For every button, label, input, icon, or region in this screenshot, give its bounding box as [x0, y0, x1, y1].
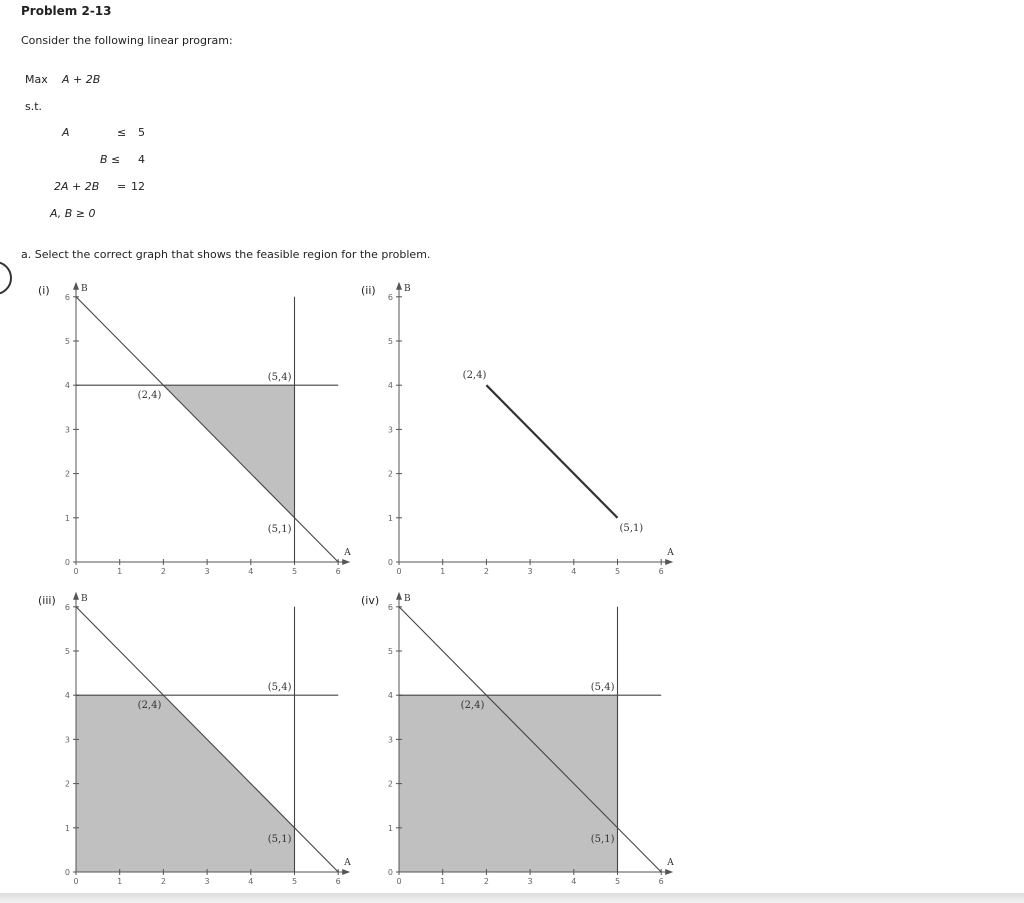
x-axis-arrow	[342, 869, 350, 875]
x-tick-label: 5	[291, 567, 298, 576]
x-tick-label: 6	[335, 567, 341, 576]
x-axis-label: A	[667, 858, 674, 868]
constraint-3-operator: =	[117, 180, 127, 193]
y-tick-label: 6	[64, 292, 70, 302]
y-tick-label: 4	[387, 691, 393, 701]
y-tick-label: 0	[64, 868, 70, 877]
x-tick-label: 2	[483, 567, 489, 576]
y-tick-label: 5	[387, 337, 393, 346]
x-tick-label: 5	[291, 877, 298, 886]
constraint-1-rhs: 5	[138, 126, 145, 139]
y-tick-label: 0	[387, 868, 393, 877]
y-tick-label: 1	[64, 513, 70, 523]
x-tick-label: 2	[160, 567, 166, 576]
y-tick-label: 6	[387, 292, 393, 302]
y-tick-label: 5	[64, 337, 70, 346]
point-label: (5,4)	[267, 682, 292, 694]
y-tick-label: 6	[387, 602, 393, 612]
x-axis-label: A	[344, 548, 351, 558]
x-tick-label: 5	[614, 567, 621, 576]
x-tick-label: 1	[117, 877, 123, 886]
y-tick-label: 1	[387, 513, 393, 523]
y-tick-label: 4	[64, 381, 70, 391]
y-tick-label: 2	[64, 779, 70, 789]
constraint-1-lhs: A	[62, 126, 70, 139]
point-label: (5,1)	[619, 522, 644, 534]
objective-expression: A + 2B	[62, 73, 101, 86]
x-tick-label: 3	[204, 567, 210, 576]
y-axis-arrow	[73, 282, 79, 290]
point-label: (2,4)	[137, 390, 162, 402]
x-axis-label: A	[344, 858, 351, 868]
y-tick-label: 3	[64, 425, 70, 435]
option-label: (iv)	[361, 594, 380, 607]
y-tick-label: 2	[387, 779, 393, 789]
x-tick-label: 3	[204, 877, 210, 886]
option-label: (i)	[38, 284, 50, 297]
graph-option-3[interactable]	[38, 592, 351, 886]
point-label: (5,1)	[267, 523, 292, 535]
y-tick-label: 4	[64, 691, 70, 701]
feasible-region	[76, 695, 295, 872]
constraint-line	[486, 385, 617, 518]
y-tick-label: 3	[387, 735, 393, 745]
y-tick-label: 5	[64, 647, 70, 656]
x-tick-label: 3	[527, 567, 533, 576]
option-label: (iii)	[38, 594, 56, 607]
objective-keyword: Max	[25, 73, 48, 86]
x-tick-label: 0	[73, 567, 79, 576]
feasible-region	[399, 695, 618, 872]
x-axis-label: A	[667, 548, 674, 558]
x-tick-label: 5	[614, 877, 621, 886]
y-tick-label: 2	[64, 469, 70, 479]
y-axis-label: B	[81, 593, 88, 604]
x-tick-label: 1	[440, 567, 446, 576]
y-tick-label: 6	[64, 602, 70, 612]
constraint-3-rhs: 12	[131, 180, 145, 193]
x-tick-label: 1	[117, 567, 123, 576]
x-tick-label: 6	[658, 567, 664, 576]
bottom-scroll-edge	[0, 893, 1024, 903]
y-axis-label: B	[81, 283, 88, 294]
constraint-2-lhs: B ≤	[100, 153, 121, 166]
y-tick-label: 4	[387, 381, 393, 391]
point-label: (5,1)	[267, 833, 292, 845]
problem-title: Problem 2-13	[21, 4, 112, 18]
x-tick-label: 0	[73, 877, 79, 886]
graph-option-1[interactable]	[38, 282, 351, 576]
y-tick-label: 1	[387, 823, 393, 833]
x-tick-label: 4	[571, 877, 577, 886]
y-tick-label: 0	[64, 558, 70, 567]
y-tick-label: 1	[64, 823, 70, 833]
point-label: (5,4)	[267, 372, 292, 384]
y-axis-arrow	[396, 282, 402, 290]
y-tick-label: 0	[387, 558, 393, 567]
x-tick-label: 4	[571, 567, 577, 576]
question-text: a. Select the correct graph that shows the feasible region for the problem.	[21, 248, 431, 261]
graph-option-4[interactable]	[361, 592, 674, 886]
x-tick-label: 1	[440, 877, 446, 886]
x-tick-label: 2	[483, 877, 489, 886]
y-tick-label: 2	[387, 469, 393, 479]
y-tick-label: 3	[64, 735, 70, 745]
y-tick-label: 5	[387, 647, 393, 656]
x-tick-label: 3	[527, 877, 533, 886]
point-label: (2,4)	[460, 700, 485, 712]
y-tick-label: 3	[387, 425, 393, 435]
x-tick-label: 0	[396, 877, 402, 886]
point-label: (2,4)	[137, 700, 162, 712]
y-axis-arrow	[73, 592, 79, 600]
x-tick-label: 6	[658, 877, 664, 886]
point-label: (2,4)	[462, 370, 487, 382]
graph-option-2[interactable]	[361, 282, 674, 576]
y-axis-label: B	[404, 593, 411, 604]
x-axis-arrow	[665, 559, 673, 565]
constraint-2-rhs: 4	[138, 153, 145, 166]
x-axis-arrow	[342, 559, 350, 565]
y-axis-label: B	[404, 283, 411, 294]
x-tick-label: 0	[396, 567, 402, 576]
nonnegativity-constraint: A, B ≥ 0	[50, 207, 96, 220]
problem-intro: Consider the following linear program:	[21, 34, 233, 47]
x-tick-label: 4	[248, 567, 254, 576]
option-label: (ii)	[361, 284, 376, 297]
constraint-1-operator: ≤	[117, 126, 127, 139]
y-axis-arrow	[396, 592, 402, 600]
x-tick-label: 6	[335, 877, 341, 886]
point-label: (5,4)	[590, 682, 615, 694]
point-label: (5,1)	[590, 833, 615, 845]
subject-to-label: s.t.	[25, 100, 43, 113]
constraint-line	[76, 297, 338, 562]
x-axis-arrow	[665, 869, 673, 875]
x-tick-label: 2	[160, 877, 166, 886]
x-tick-label: 4	[248, 877, 254, 886]
constraint-3-lhs: 2A + 2B	[54, 180, 100, 193]
